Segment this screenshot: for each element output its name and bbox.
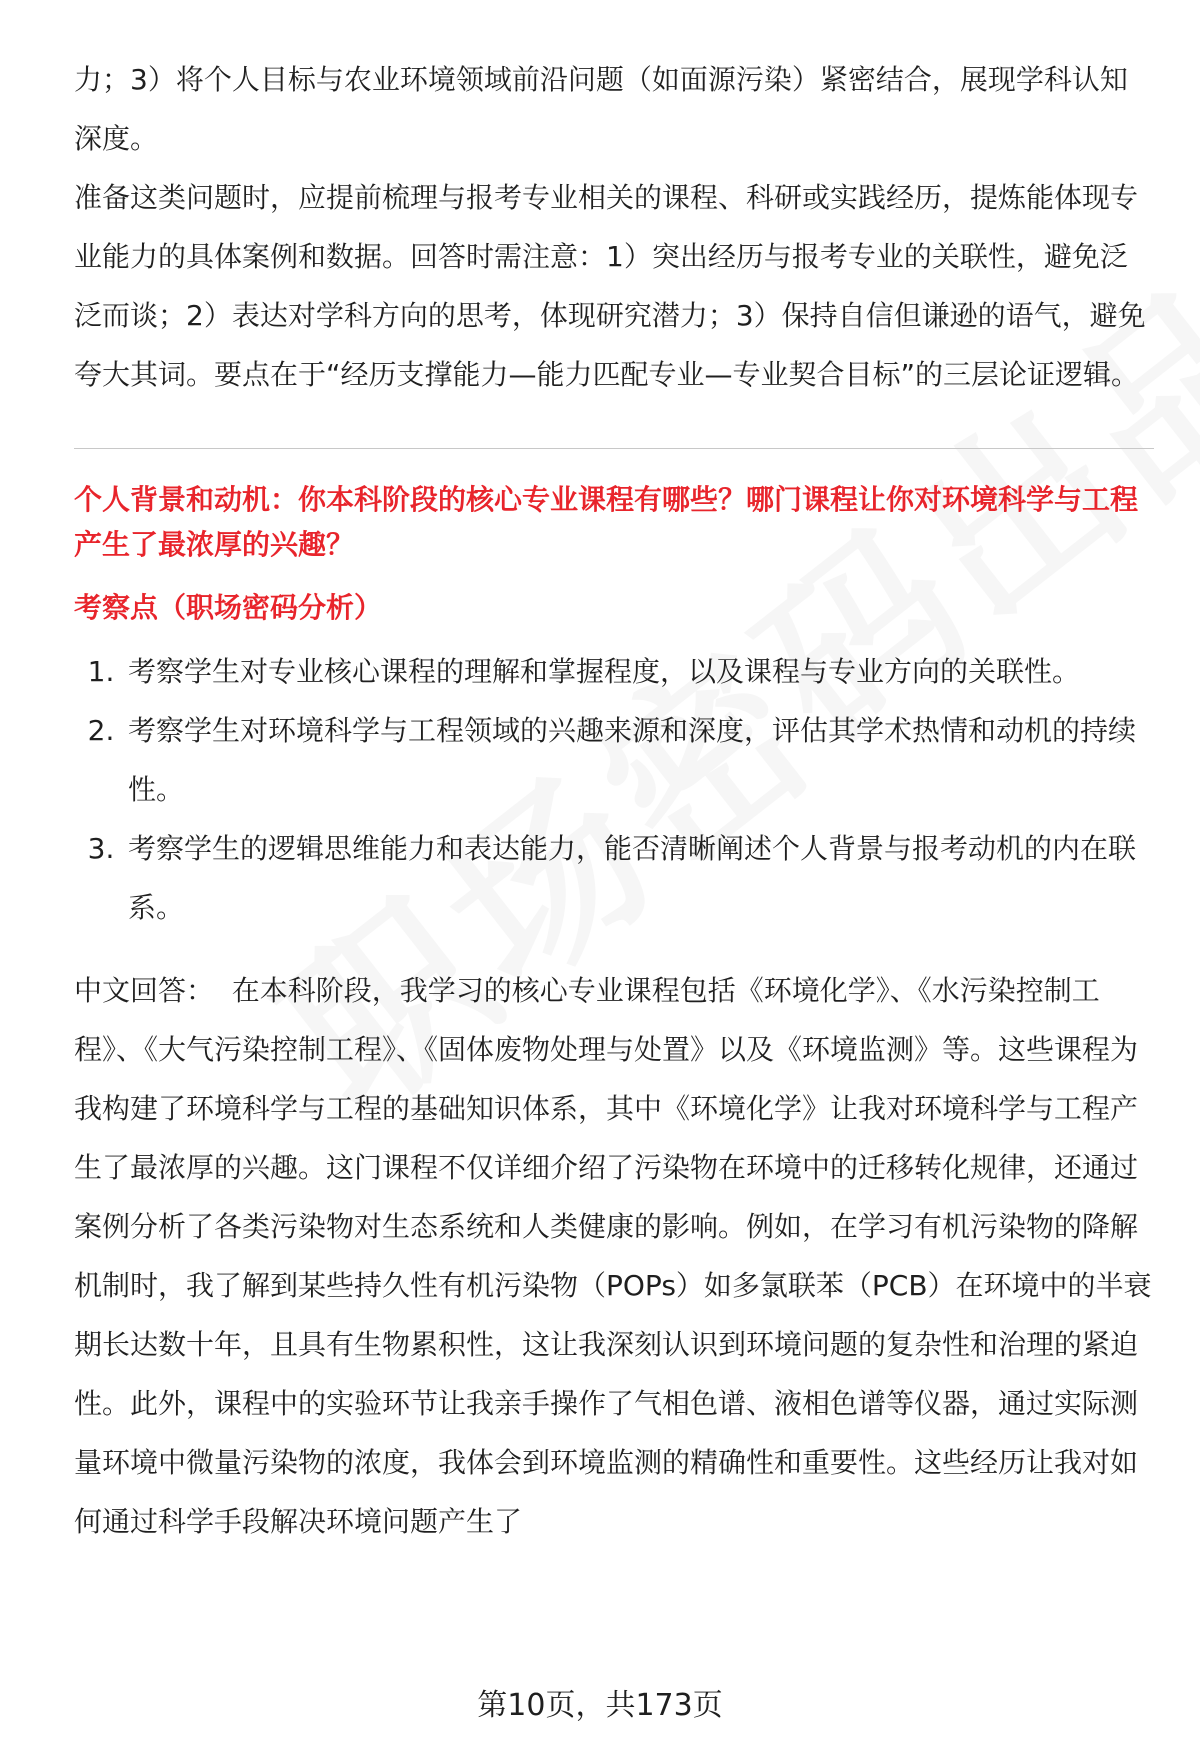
list-number: 2.	[87, 714, 115, 747]
page-number-footer: 第10页，共173页	[477, 1688, 723, 1723]
list-item	[74, 701, 1154, 819]
answer-paragraph: 中文回答： 在本科阶段，我学习的核心专业课程包括《环境化学》、《水污染控制工程》、《大气污染控制工程》、《固体废物处理与处置》以及《环境监测》等。这些课程为我构建了环境科学与工程的基础知识体系，其中《环境化学》让我对环境科学与工程产生了最浓厚的兴趣。这门课程不仅详细介绍了污染物在环境中的迁移转化规律，还通过案例分析了各类污染物对生态系统和人类健康的影响。例如，在学习有机污染物的降解机制时，我了解到某些持久性有机污染物（POPs）如多氯联苯（PCB）在环境中的半衰期长达数十年，且具有生物累积性，这让我深刻认识到环境问题的复杂性和治理的紧迫性。此外，课程中的实验环节让我亲手操作了气相色谱、液相色谱等仪器，通过实际测量环境中微量污染物的浓度，我体会到环境监测的精确性和重要性。这些经历让我对如何通过科学手段解决环境问题产生了	[74, 974, 1152, 1538]
intro-paragraph-2: 准备这类问题时，应提前梳理与报考专业相关的课程、科研或实践经历，提炼能体现专业能力的具体案例和数据。回答时需注意：1）突出经历与报考专业的关联性，避免泛泛而谈；2）表达对学科方向的思考，体现研究潜力；3）保持自信但谦逊的语气，避免夸大其词。要点在于“经历支撑能力—能力匹配专业—专业契合目标”的三层论证逻辑。	[74, 181, 1146, 391]
intro-paragraph-1: 力；3）将个人目标与农业环境领域前沿问题（如面源污染）紧密结合，展现学科认知深度。	[74, 63, 1128, 155]
page-content	[74, 50, 1154, 1551]
assessment-points-list	[74, 642, 1154, 937]
section-divider	[74, 448, 1154, 449]
section-label: 考察点（职场密码分析）	[74, 591, 383, 624]
list-text: 考察学生对专业核心课程的理解和掌握程度，以及课程与专业方向的关联性。	[128, 655, 1081, 688]
list-number: 3.	[87, 832, 115, 865]
list-text: 考察学生的逻辑思维能力和表达能力，能否清晰阐述个人背景与报考动机的内在联系。	[128, 832, 1137, 924]
list-number: 1.	[87, 655, 115, 688]
list-text: 考察学生对环境科学与工程领域的兴趣来源和深度，评估其学术热情和动机的持续性。	[128, 714, 1137, 806]
list-item	[74, 642, 1154, 701]
question-heading: 个人背景和动机：你本科阶段的核心专业课程有哪些？哪门课程让你对环境科学与工程产生了最浓厚的兴趣？	[74, 483, 1139, 561]
list-item	[74, 819, 1154, 937]
